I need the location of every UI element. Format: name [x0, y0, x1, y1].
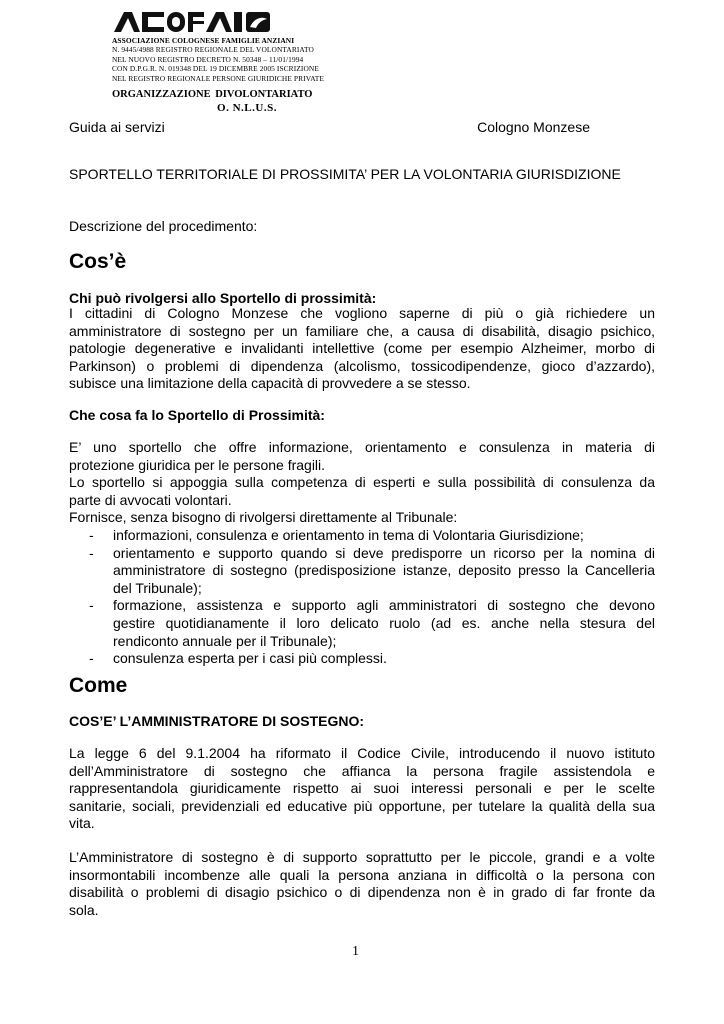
text-line: Lo sportello si appoggia sulla competenza di esperti e sulla possibilità di consulenza da — [69, 474, 655, 491]
text-line: sola. — [69, 901, 99, 918]
bullet-dash: - — [89, 527, 94, 543]
text-line: subisce una limitazione della capacità di provvedere a se stesso. — [69, 375, 471, 392]
registration-line: NEL NUOVO REGISTRO DECRETO N. 50348 – 11/01/1994 — [112, 54, 304, 64]
text-line: amministratore di sostegno (predisposizione istanze, deposito presso la Cancelleria — [113, 562, 655, 579]
bullet-dash: - — [89, 650, 94, 667]
acofai-logo — [112, 10, 272, 34]
document-title: SPORTELLO TERRITORIALE DI PROSSIMITA’ PER LA VOLONTARIA GIURISDIZIONE — [69, 166, 621, 182]
guide-header-row — [69, 118, 590, 136]
organization-type: ORGANIZZAZIONE DIVOLONTARIATO — [112, 89, 313, 100]
text-line: rendiconto annuale per il Tribunale); — [113, 632, 337, 649]
what-heading: Che cosa fa lo Sportello di Prossimità: — [69, 407, 325, 423]
association-details — [112, 36, 372, 83]
text-line: informazioni, consulenza e orientamento in tema di Volontaria Giurisdizione; — [113, 527, 584, 543]
text-line: rappresentandola giuridicamente rispetto ai suoi interessi personali e per le scelte — [69, 780, 655, 797]
text-line: amministratore di sostegno per un familiare che, a causa di disabilità, disagio psichico, — [69, 322, 655, 339]
law-paragraph — [69, 745, 655, 833]
text-line: protezione giuridica per le persone fragili. — [69, 456, 326, 473]
what-paragraph — [69, 439, 655, 527]
text-line: gestire quotidianamente il loro delicato ruolo (ad es. anche nella stesura del — [113, 614, 655, 631]
text-line: disabilità o problemi di disagio psichico o di dipendenza non è in grado di far fronte da — [69, 884, 655, 901]
association-name: ASSOCIAZIONE COLOGNESE FAMIGLIE ANZIANI — [112, 36, 295, 45]
text-line: Fornisce, senza bisogno di rivolgersi direttamente al Tribunale: — [69, 509, 458, 526]
administrator-heading: COS’E’ L’AMMINISTRATORE DI SOSTEGNO: — [69, 713, 365, 729]
text-line: vita. — [69, 815, 95, 832]
list-item — [69, 597, 655, 650]
bullet-dash: - — [89, 597, 94, 614]
text-line: dell’Amministratore di sostegno che affianca la persona fragile assistendola e — [69, 762, 655, 779]
text-line: I cittadini di Cologno Monzese che vogliono saperne di più o già richiedere un — [69, 305, 655, 321]
text-line: Parkinson) o problemi di dipendenza (alcolismo, tossicodipendenze, gioco d’azzardo), — [69, 357, 655, 374]
services-list — [69, 527, 655, 668]
procedure-label: Descrizione del procedimento: — [69, 218, 258, 234]
text-line: del Tribunale); — [113, 579, 202, 596]
list-item — [69, 527, 655, 545]
registration-line: N. 9445/4988 REGISTRO REGIONALE DEL VOLONTARIATO — [112, 45, 314, 55]
text-line: sanitarie, sociali, previdenziali ed educative più opportune, per tutelare la qualità della sua — [69, 797, 655, 814]
text-line: orientamento e supporto quando si deve predisporre un ricorso per la nomina di — [113, 544, 655, 561]
support-paragraph — [69, 849, 655, 919]
bullet-dash: - — [89, 544, 94, 561]
text-line: E’ uno sportello che offre informazione, orientamento e consulenza in materia di — [69, 439, 655, 455]
section-heading-cose: Cos’è — [69, 250, 127, 273]
text-line: L’Amministratore di sostegno è di supporto soprattutto per le piccole, grandi e a volte — [69, 849, 655, 865]
section-heading-come: Come — [69, 674, 128, 697]
text-line: parte di avvocati volontari. — [69, 491, 232, 508]
registration-line: CON D.P.G.R. N. 019348 DEL 19 DICEMBRE 2005 ISCRIZIONE — [112, 64, 319, 74]
list-item — [69, 545, 655, 598]
page-number: 1 — [352, 944, 359, 959]
text-line: formazione, assistenza e supporto agli amministratori di sostegno che devono — [113, 597, 655, 614]
text-line: patologie degenerative e invalidanti intellettive (come per esempio Alzheimer, morbo di — [69, 340, 655, 357]
registration-line: NEL REGISTRO REGIONALE PERSONE GIURIDICHE PRIVATE — [112, 73, 325, 83]
list-item — [69, 650, 655, 668]
guide-label: Guida ai servizi — [69, 119, 165, 135]
text-line: insormontabili incombenze alle quali la persona anziana in difficoltà o la persona con — [69, 866, 655, 883]
who-paragraph — [69, 305, 655, 393]
who-heading: Chi può rivolgersi allo Sportello di prossimità: — [69, 290, 377, 306]
text-line: consulenza esperta per i casi più complessi. — [113, 650, 387, 667]
city-label: Cologno Monzese — [477, 119, 590, 135]
text-line: La legge 6 del 9.1.2004 ha riformato il Codice Civile, introducendo il nuovo istituto — [69, 745, 655, 761]
onlus-label: O. N.L.U.S. — [217, 102, 277, 114]
